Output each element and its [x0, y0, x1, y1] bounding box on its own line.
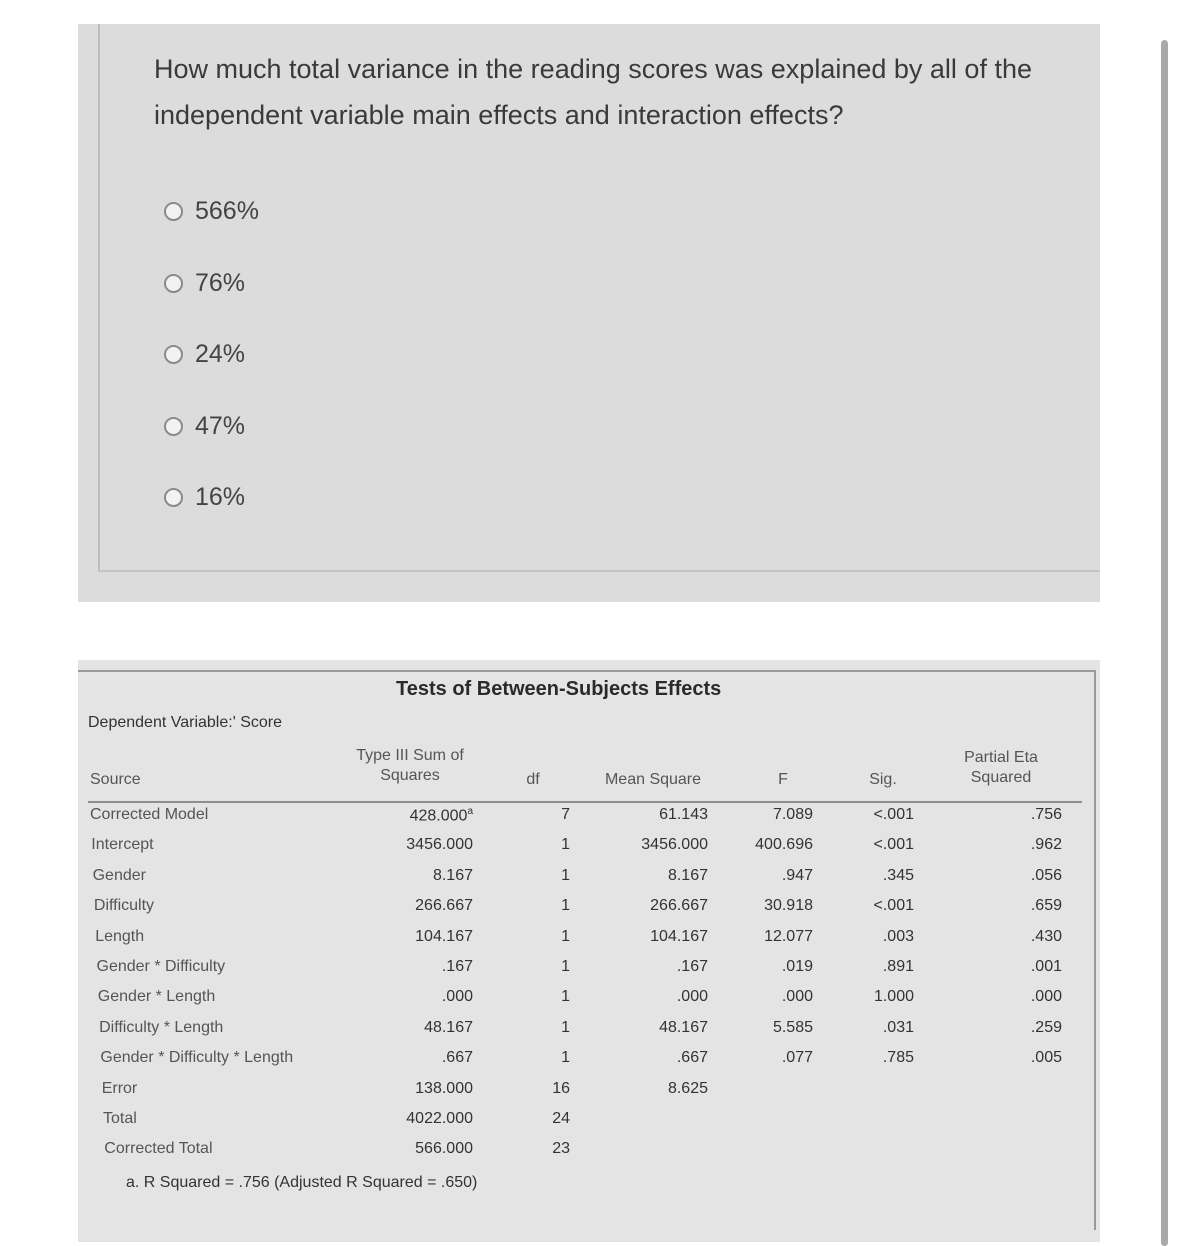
row-source-label: Difficulty * Length: [99, 1018, 224, 1036]
row-source-label: Intercept: [91, 836, 154, 854]
cell-df: 24: [552, 1110, 570, 1127]
cell-ss-value: 104.167: [415, 927, 473, 945]
radio-icon[interactable]: [164, 345, 183, 364]
cell-f: .019: [781, 958, 813, 975]
spss-output-panel: [78, 660, 1100, 1242]
row-source-label: Gender * Length: [97, 988, 216, 1006]
cell-f: .947: [781, 866, 813, 884]
cell-ss: [415, 1080, 473, 1098]
header-type-iii-ss: [340, 746, 480, 786]
cell-ss: [442, 988, 473, 1006]
option-label: 24%: [195, 339, 246, 368]
cell-df: 1: [561, 958, 570, 975]
header-source: Source: [90, 771, 141, 788]
cell-sig: .345: [882, 866, 914, 884]
cell-df: 1: [561, 927, 570, 945]
cell-sig: .891: [882, 958, 914, 975]
header-divider: [88, 801, 1082, 803]
cell-sig: <.001: [873, 806, 914, 823]
cell-f: 7.089: [772, 806, 813, 823]
cell-ss: [442, 958, 473, 976]
cell-ms: 3456.000: [641, 836, 708, 854]
cell-f: .000: [781, 988, 813, 1006]
cell-ss-value: 138.000: [415, 1079, 473, 1097]
cell-ss: [433, 867, 473, 885]
header-ss-line1: Type III Sum of: [356, 747, 464, 764]
quiz-panel: [78, 24, 1100, 602]
cell-df: 1: [561, 897, 570, 915]
cell-ms: 48.167: [659, 1018, 708, 1036]
cell-f: 400.696: [755, 836, 813, 854]
cell-sig: .003: [882, 927, 914, 945]
cell-f: 5.585: [772, 1018, 813, 1036]
cell-ss-value: 3456.000: [406, 836, 473, 854]
radio-icon[interactable]: [164, 202, 183, 221]
cell-ss-value: .667: [441, 1049, 473, 1067]
cell-df: 1: [561, 1049, 570, 1067]
cell-ss: [424, 1019, 473, 1037]
header-eta-line2: Squared: [970, 769, 1032, 786]
cell-f: .077: [781, 1049, 813, 1067]
row-source-label: Error: [101, 1079, 138, 1097]
cell-ss-value: .167: [441, 958, 473, 975]
header-sig: Sig.: [869, 771, 897, 788]
option-76[interactable]: [164, 266, 245, 300]
footnote-marker: a: [467, 806, 473, 817]
row-source-label: Corrected Total: [104, 1140, 213, 1158]
radio-icon[interactable]: [164, 274, 183, 293]
cell-eta: .962: [1030, 836, 1062, 854]
cell-df: 1: [561, 1018, 570, 1036]
header-df: df: [526, 771, 540, 788]
cell-df: 1: [561, 836, 570, 854]
cell-ss: [415, 897, 473, 915]
option-24[interactable]: [164, 337, 245, 371]
row-source-label: Length: [95, 927, 145, 945]
cell-eta: .000: [1030, 988, 1062, 1006]
row-source-label: Corrected Model: [90, 806, 209, 823]
cell-df: 7: [561, 806, 570, 823]
row-source-label: Difficulty: [93, 897, 155, 915]
cell-sig: .031: [882, 1018, 914, 1036]
dependent-variable-label: Dependent Variable:' Score: [88, 714, 282, 731]
cell-eta: .756: [1030, 806, 1062, 823]
option-label: 16%: [195, 482, 246, 511]
cell-ms: 266.667: [650, 897, 708, 915]
table-footnote: a. R Squared = .756 (Adjusted R Squared = .650): [126, 1174, 478, 1191]
header-eta-line1: Partial Eta: [964, 749, 1038, 766]
cell-ss-value: 266.667: [415, 897, 473, 915]
table-frame: [78, 670, 1096, 1230]
row-source-label: Gender * Difficulty: [96, 958, 226, 975]
cell-ss-value: .000: [441, 988, 473, 1006]
cell-ms: 8.167: [667, 866, 708, 884]
cell-ms: .667: [676, 1049, 708, 1067]
cell-ms: .167: [676, 958, 708, 975]
cell-ss-value: 48.167: [424, 1018, 473, 1036]
header-ss-line2: Squares: [380, 767, 440, 784]
cell-df: 23: [552, 1140, 570, 1158]
row-source-label: Total: [103, 1110, 137, 1127]
cell-eta: .056: [1030, 866, 1062, 884]
option-label: 76%: [195, 268, 246, 297]
cell-sig: <.001: [873, 836, 914, 854]
cell-ss-value: 566.000: [415, 1140, 473, 1158]
cell-ms: 8.625: [667, 1079, 708, 1097]
cell-ss-value: 4022.000: [406, 1110, 473, 1127]
cell-ss: [442, 1049, 473, 1067]
row-source-label: Gender * Difficulty * Length: [100, 1049, 294, 1067]
cell-f: 12.077: [764, 927, 813, 945]
cell-df: 16: [552, 1079, 570, 1097]
cell-df: 1: [561, 866, 570, 884]
option-label: 566%: [195, 196, 259, 225]
cell-ss: [415, 928, 473, 946]
option-label: 47%: [195, 411, 246, 440]
cell-eta: .001: [1030, 958, 1062, 975]
option-16[interactable]: [164, 480, 245, 514]
cell-eta: .659: [1030, 897, 1062, 915]
cell-eta: .430: [1030, 927, 1062, 945]
scrollbar[interactable]: [1161, 40, 1168, 1246]
radio-icon[interactable]: [164, 488, 183, 507]
header-mean-square: Mean Square: [604, 771, 702, 788]
header-f: F: [778, 771, 788, 788]
cell-ss: [406, 1110, 473, 1128]
cell-ss: [415, 1140, 473, 1158]
cell-df: 1: [561, 988, 570, 1006]
cell-ms: 104.167: [650, 927, 708, 945]
option-566[interactable]: [164, 194, 259, 228]
radio-icon[interactable]: [164, 417, 183, 436]
cell-ss: [410, 806, 473, 825]
cell-sig: <.001: [873, 897, 914, 915]
cell-ss-value: 8.167: [432, 866, 473, 884]
option-47[interactable]: [164, 409, 245, 443]
cell-eta: .259: [1030, 1018, 1062, 1036]
cell-ss: [406, 836, 473, 854]
cell-ms: 61.143: [659, 806, 708, 823]
cell-sig: .785: [882, 1049, 914, 1067]
header-partial-eta: [946, 748, 1056, 788]
cell-ms: .000: [676, 988, 708, 1006]
table-title: Tests of Between-Subjects Effects: [396, 678, 722, 700]
cell-ss-value: 428.000: [409, 807, 468, 825]
cell-sig: 1.000: [873, 988, 914, 1006]
cell-eta: .005: [1030, 1049, 1062, 1067]
row-source-label: Gender: [92, 866, 146, 884]
cell-f: 30.918: [764, 897, 813, 915]
question-text: How much total variance in the reading scores was explained by all of the independent variable main effects and interaction effects?: [154, 54, 1032, 130]
quiz-inner-frame: [98, 24, 1100, 572]
